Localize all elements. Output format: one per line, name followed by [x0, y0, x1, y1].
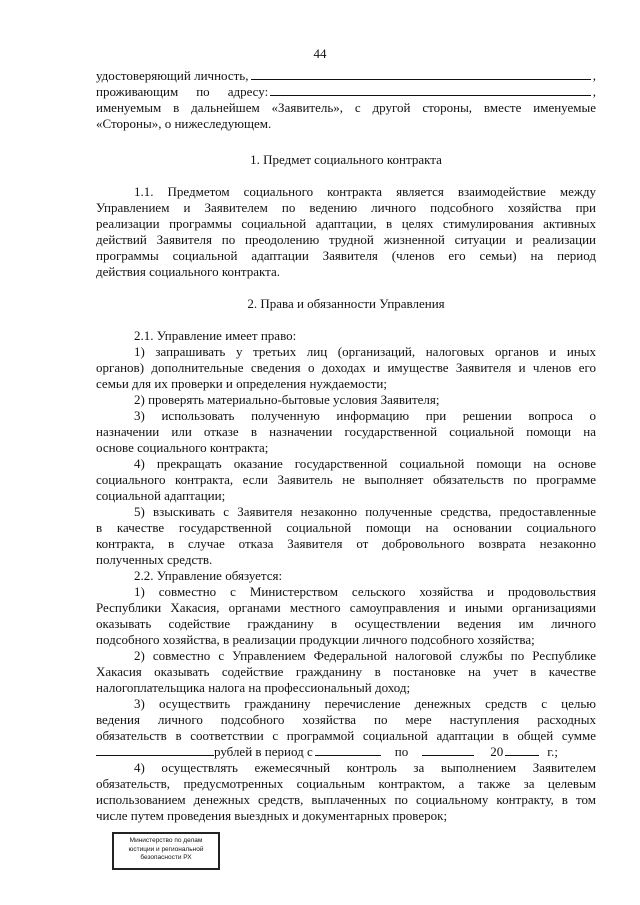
section2-title: 2. Права и обязанности Управления	[247, 296, 445, 311]
section2-body	[96, 328, 596, 824]
s1-line: реализации программы социальной адаптации, в целях стимулирования активных	[96, 216, 596, 231]
identity-blank	[251, 68, 591, 80]
header-line-4: «Стороны», о нижеследующем.	[96, 116, 272, 131]
stamp-line: безопасности РХ	[140, 854, 192, 861]
address-line	[96, 84, 596, 100]
right-5-line: в качестве государственной социальной помощи на основании социального	[96, 520, 596, 535]
duty-3-line: 3) осуществить гражданину перечисление денежных средств с целью	[134, 696, 596, 711]
duty-4-line: 4) осуществлять ежемесячный контроль за выполнением Заявителем	[134, 760, 596, 775]
sum-blank	[96, 744, 214, 756]
ministry-stamp	[112, 832, 220, 870]
sum-year-label: 20	[490, 744, 504, 759]
duty-4-line: использованием денежных средств, выплаченных по социальному контракту, в том	[96, 792, 596, 807]
address-label-1: проживающим	[96, 84, 179, 99]
date-from-blank	[315, 744, 381, 756]
duty-1-line: оказывать содействие гражданину в осуществлении ведения им личного	[96, 616, 596, 631]
address-blank	[270, 84, 591, 96]
duty-1-line: 1) совместно с Министерством сельского хозяйства и продовольствия	[134, 584, 596, 599]
right-1-line: 1) запрашивать у третьих лиц (организаций, налоговых органов и иных	[134, 344, 596, 359]
duty-2-line: Хакасия оказывать содействие гражданину в постановке на учет в качестве	[96, 664, 596, 679]
identity-line	[96, 68, 596, 84]
right-5-line: 5) взыскивать с Заявителя незаконно полученные средства, предоставленные	[134, 504, 596, 519]
section1-body	[96, 184, 596, 280]
duty-2-line: налогоплательщика налога на профессиональный доход;	[96, 680, 411, 695]
right-4-line: социального контракта, если Заявитель не выполняет обязательств по программе	[96, 472, 596, 487]
address-end: ,	[592, 84, 596, 99]
s1-line: действий Заявителя по преодолению трудной жизненной ситуации и реализации	[96, 232, 596, 247]
year-blank	[505, 744, 539, 756]
duty-4-line: обязательств, предусмотренных социальным контрактом, а также за целевым	[96, 776, 596, 791]
section1-title: 1. Предмет социального контракта	[250, 152, 442, 167]
right-2-line: 2) проверять материально-бытовые условия Заявителя;	[134, 392, 440, 407]
s1-line: Управлением и Заявителем по ведению личного подсобного хозяйства при	[96, 200, 596, 215]
stamp-line: юстиции и региональной	[128, 845, 204, 853]
identity-end: ,	[592, 68, 596, 83]
s2-p22: 2.2. Управление обязуется:	[134, 568, 283, 583]
address-label-3: адресу:	[227, 84, 269, 99]
right-3-line: 3) использовать полученную информацию при решении вопроса о	[134, 408, 596, 423]
sum-po-label: по	[394, 744, 409, 759]
s2-p21: 2.1. Управление имеет право:	[134, 328, 297, 343]
right-1-line: семьи для их проверки и определения нуждаемости;	[96, 376, 387, 391]
right-4-line: 4) прекращать оказание государственной социальной помощи на основе	[134, 456, 596, 471]
right-4-line: социальной адаптации;	[96, 488, 226, 503]
sum-rubles-label: рублей в период с	[214, 744, 313, 759]
right-3-line: назначении или отказе в назначении государственной социальной помощи на	[96, 424, 596, 439]
s1-line: действия социального контракта.	[96, 264, 281, 279]
duty-3-line: ведения личного подсобного хозяйства по мере наступления расходных	[96, 712, 596, 727]
page-number: 44	[313, 46, 327, 61]
s1-line: 1.1. Предметом социального контракта является взаимодействие между	[134, 184, 596, 199]
header-line-3: именуемым в дальнейшем «Заявитель», с другой стороны, вместе именуемые	[96, 100, 596, 115]
duty-2-line: 2) совместно с Управлением Федеральной налоговой службы по Республике	[134, 648, 596, 663]
duty-4-line: числе путем проведения выездных и документарных проверок;	[96, 808, 448, 823]
right-5-line: контракта, в случае отказа Заявителя от добровольного возврата незаконно	[96, 536, 596, 551]
header-block	[96, 68, 596, 132]
stamp-line: Министерство по делам	[129, 837, 203, 844]
date-to-blank	[422, 744, 474, 756]
identity-label: удостоверяющий личность,	[96, 68, 249, 83]
address-label-2: по	[196, 84, 210, 99]
right-1-line: органов) дополнительные сведения о доходах и имуществе Заявителя и членов его	[96, 360, 596, 375]
right-3-line: основе социального контракта;	[96, 440, 269, 455]
right-5-line: полученных средств.	[96, 552, 213, 567]
s1-line: программы социальной адаптации Заявителя (членов его семьи) на период	[96, 248, 596, 263]
sum-line	[96, 744, 596, 760]
duty-1-line: подсобного хозяйства, в реализации продукции личного подсобного хозяйства;	[96, 632, 535, 647]
sum-g-label: г.;	[547, 744, 558, 759]
duty-1-line: Республики Хакасия, органами местного самоуправления и иными организациями	[96, 600, 596, 615]
duty-3-line: обязательств в соответствии с программой социальной адаптации в общей сумме	[96, 728, 596, 743]
